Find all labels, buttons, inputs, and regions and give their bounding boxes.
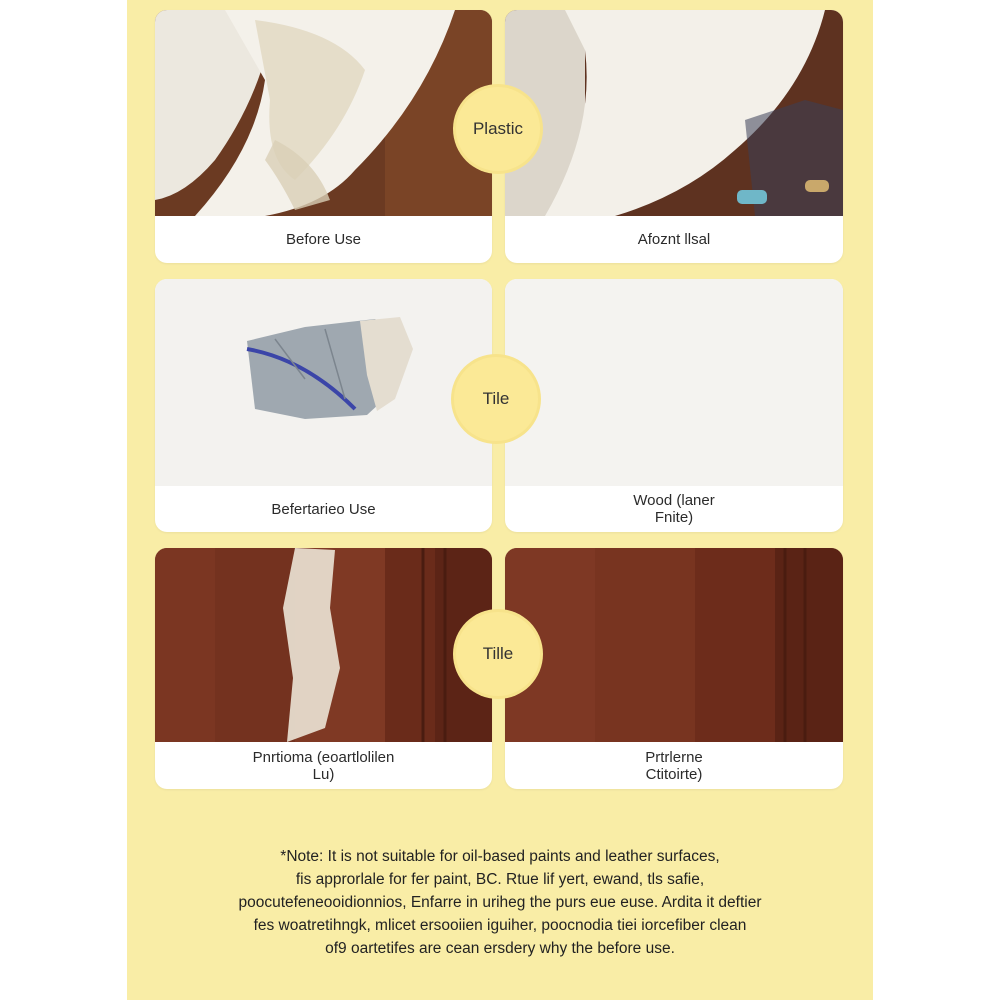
note-line: fis approrlale for fer paint, BC. Rtue lif yert, ewand, tls safie, [295, 871, 705, 888]
tile-after-caption: Wood (laner Fnite) [633, 492, 715, 526]
tile-badge: Tile [454, 357, 538, 441]
plastic-badge: Plastic [456, 87, 540, 171]
note-line: *Note: It is not suitable for oil-based paints and leather surfaces, [280, 848, 720, 865]
usage-note [160, 845, 840, 960]
wood-after-caption: Prtrlerne Ctitoirte) [645, 748, 703, 783]
wood-before-photo [155, 548, 492, 742]
wood-after-card [505, 548, 843, 789]
plastic-after-caption: Afoznt llsal [637, 231, 711, 248]
wood-before-card [155, 548, 492, 789]
plastic-after-photo [505, 10, 843, 216]
tile-before-card [155, 279, 492, 532]
note-line: fes woatretihngk, mlicet ersooiien iguiher, poocnodia tiei iorcefiber clean [253, 917, 747, 934]
plastic-before-photo [155, 10, 492, 216]
wood-badge: Tille [456, 612, 540, 696]
tile-before-caption: Befertarieo Use [271, 500, 376, 518]
wood-before-caption: Pnrtioma (eoartlolilen Lu) [252, 748, 395, 783]
tile-before-photo [155, 279, 492, 486]
wood-after-photo [505, 548, 843, 742]
note-line: of9 oartetifes are cean ersdery why the before use. [325, 940, 675, 957]
tile-after-card [505, 279, 843, 532]
plastic-before-card [155, 10, 492, 263]
plastic-after-card [505, 10, 843, 263]
note-line: poocutefeneooidionnios, Enfarre in uriheg the purs eue euse. Ardita it deftier [238, 894, 762, 911]
tile-after-photo [505, 279, 843, 486]
plastic-before-caption: Before Use [285, 231, 362, 248]
